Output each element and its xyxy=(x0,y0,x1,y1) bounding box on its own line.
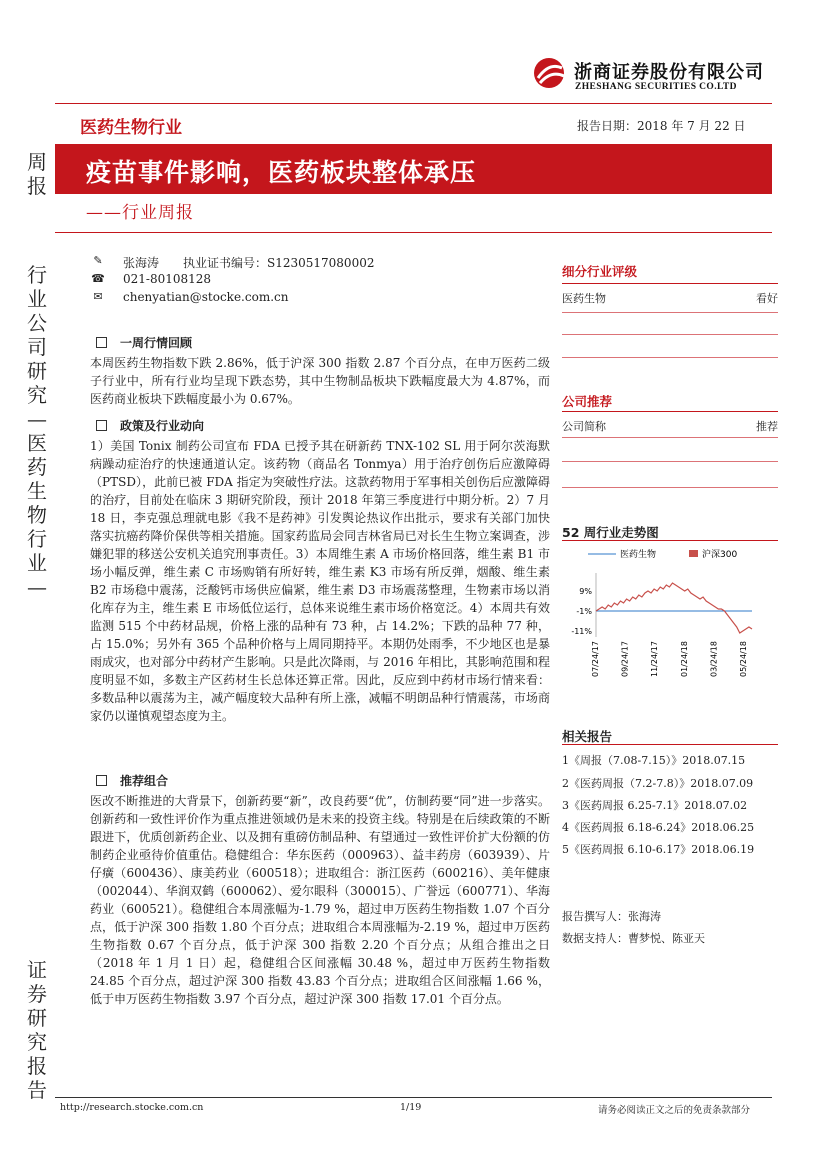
industry-label: 医药生物行业 xyxy=(80,118,182,138)
vertical-char: 生 xyxy=(27,479,47,503)
header-divider xyxy=(55,103,772,104)
rating-value: 看好 xyxy=(756,292,778,305)
report-date: 报告日期：2018 年 7 月 22 日 xyxy=(577,119,746,133)
rating-heading: 细分行业评级 xyxy=(562,264,638,279)
related-report[interactable]: 1《周报（7.08-7.15）》2018.07.15 xyxy=(562,754,746,767)
company-col-name: 公司简称 xyxy=(562,420,606,433)
page-title: 疫苗事件影响，医药板块整体承压 xyxy=(86,158,477,187)
section-title-policy: 政策及行业动向 xyxy=(120,419,205,433)
related-heading: 相关报告 xyxy=(562,729,613,744)
vertical-char: 药 xyxy=(27,455,47,479)
chart-y-tick: 9% xyxy=(579,587,592,596)
section-bullet-icon xyxy=(96,420,107,431)
chart-x-tick: 09/24/17 xyxy=(620,641,630,677)
related-report[interactable]: 5《医药周报 6.10-6.17》2018.06.19 xyxy=(562,843,755,856)
vertical-char: 报 xyxy=(27,1054,47,1078)
company-logo-icon xyxy=(532,56,570,90)
chart-x-tick: 03/24/18 xyxy=(709,641,719,677)
rating-industry: 医药生物 xyxy=(562,292,606,305)
chart-divider xyxy=(562,540,778,541)
author-email[interactable]: chenyatian@stocke.com.cn xyxy=(123,290,289,304)
author-phone: 021-80108128 xyxy=(123,272,212,286)
vertical-label-weekly xyxy=(24,150,50,198)
related-report[interactable]: 3《医药周报 6.25-7.1》2018.07.02 xyxy=(562,799,748,812)
author-name: 张海涛 执业证书编号：S1230517080002 xyxy=(123,256,375,270)
rating-row-divider xyxy=(562,312,778,313)
pen-icon: ✎ xyxy=(93,254,103,267)
company-rec-heading: 公司推荐 xyxy=(562,394,613,409)
vertical-char: 业 xyxy=(27,551,47,575)
page-subtitle: ——行业周报 xyxy=(86,203,194,223)
vertical-char: 业 xyxy=(27,287,47,311)
section-bullet-icon xyxy=(96,775,107,786)
rating-row-divider xyxy=(562,334,778,335)
vertical-label-research xyxy=(24,263,50,599)
rating-divider xyxy=(562,283,778,284)
vertical-char: 告 xyxy=(27,1078,47,1102)
legend-swatch-hs300 xyxy=(689,550,698,557)
related-report[interactable]: 2《医药周报（7.2-7.8）》2018.07.09 xyxy=(562,777,754,790)
chart-y-tick: -1% xyxy=(576,607,592,616)
vertical-char: 券 xyxy=(27,982,47,1006)
section-bullet-icon xyxy=(96,337,107,348)
title-divider xyxy=(55,232,772,233)
email-icon: ✉ xyxy=(93,290,103,303)
company-row-divider xyxy=(562,487,778,488)
phone-icon: ☎ xyxy=(91,272,105,285)
paragraph-policy: 1）美国 Tonix 制药公司宣布 FDA 已授予其在研新药 TNX-102 SL 用于阿尔茨海默病躁动症治疗的快速通道认定。该药物（商品名 Tonmya）用于治疗创伤后应激障碍（PTSD），此前已被 FDA 指定为突破性疗法。这款药物用于军事相关创伤后应激障碍的治疗，目前处在临床 3 期研究阶段，预计 2018 年第三季度进行中期分析。2）7 月 18 日，李克强总理就电影《我不是药神》引发舆论热议作出批示，要求有关部门加快落实抗癌药降价保供等相关措施。国家药监局会同吉林省局已对长生生物立案调查，涉嫌犯罪的移送公安机关追究刑事责任。3）本周维生素 A 市场价格回落，维生素 B1 市场小幅反弹，维生素 C 市场购销有所好转，维生素 K3 市场有所反弹，烟酸、维生素 B2 市场稳中震荡，泛酸钙市场供应偏紧，维生素 D3 市场震荡整理，生物素市场以消化库存为主，维生素 E 市场低位运行，总体来说维生素市场价格宽泛。4）本周共有效监测 515 个中药材品规，价格上涨的品种有 73 种，占 14.2%；下跌的品种 77 种，占 15.0%；另外有 365 个品种价格与上周同期持平。本期仍处雨季，不少地区也是暴雨成灾，也对部分中药材产生影响。只是此次降雨，与 2016 年相比，其影响范围和程度明显不如，多数主产区药材生长总体还算正常。因此，反应到中药材市场行情来看：多数品种以震荡为主，减产幅度较大品种有所上涨，减幅不明朗品种行情震荡，市场商家仍以谨慎观望态度为主。 xyxy=(90,439,550,723)
related-report[interactable]: 4《医药周报 6.18-6.24》2018.06.25 xyxy=(562,821,755,834)
chart-x-tick: 07/24/17 xyxy=(591,641,600,677)
vertical-char: 研 xyxy=(27,359,47,383)
related-divider xyxy=(562,744,778,745)
data-supporters: 数据支持人：曹梦悦、陈亚天 xyxy=(562,932,705,945)
vertical-char: — xyxy=(27,575,47,599)
vertical-char: 司 xyxy=(27,335,47,359)
legend-label-medicine: 医药生物 xyxy=(620,550,657,560)
page-number: 1/19 xyxy=(400,1102,422,1113)
vertical-char: 报 xyxy=(27,174,47,198)
vertical-char: 行 xyxy=(27,263,47,287)
legend-label-hs300: 沪深300 xyxy=(702,550,738,560)
vertical-char: — xyxy=(27,407,47,431)
chart-series-line-1 xyxy=(596,583,752,633)
rating-row-divider xyxy=(562,357,778,358)
chart-y-tick: -11% xyxy=(571,627,592,636)
vertical-char: 物 xyxy=(27,503,47,527)
vertical-char: 行 xyxy=(27,527,47,551)
vertical-label-securities xyxy=(24,958,50,1102)
footer-url[interactable]: http://research.stocke.com.cn xyxy=(60,1102,204,1113)
paragraph-market-review: 本周医药生物指数下跌 2.86%，低于沪深 300 指数 2.87 个百分点，在申万医药二级子行业中，所有行业均呈现下跌态势，其中生物制品板块下跌幅度最大为 4.87%，而医药商业板块下跌幅度最小为 0.67%。 xyxy=(90,356,550,406)
vertical-char: 周 xyxy=(27,150,47,174)
vertical-char: 公 xyxy=(27,311,47,335)
footer-disclaimer: 请务必阅读正文之后的免责条款部分 xyxy=(598,1105,751,1116)
vertical-char: 究 xyxy=(27,1030,47,1054)
company-name-cn: 浙商证券股份有限公司 xyxy=(574,62,764,83)
report-writer: 报告撰写人：张海涛 xyxy=(562,910,661,923)
vertical-char: 研 xyxy=(27,1006,47,1030)
footer-divider xyxy=(55,1097,772,1098)
chart-x-tick: 01/24/18 xyxy=(679,641,689,677)
company-row-divider xyxy=(562,461,778,462)
vertical-char: 究 xyxy=(27,383,47,407)
company-rec-divider xyxy=(562,411,778,412)
section-title-market-review: 一周行情回顾 xyxy=(120,336,193,350)
company-col-rating: 推荐 xyxy=(756,420,778,433)
vertical-char: 证 xyxy=(27,958,47,982)
chart-x-tick: 05/24/18 xyxy=(739,641,748,677)
chart-x-tick: 11/24/17 xyxy=(650,641,660,677)
company-name-en: ZHESHANG SECURITIES CO.LTD xyxy=(575,82,737,92)
section-title-portfolio: 推荐组合 xyxy=(120,774,169,788)
company-row-divider xyxy=(562,437,778,438)
paragraph-portfolio: 医改不断推进的大背景下，创新药要“新”，改良药要“优”，仿制药要“同”进一步落实。创新药和一致性评价作为重点推进领域仍是未来的投资主线。特别是在后续政策的不断跟进下，优质创新药企业、以及拥有重磅仿制品种、有望通过一致性评价扩大份额的仿制药企业亟待价值重估。稳健组合：华东医药（000963）、益丰药房（603939）、片仔癀（600436）、康美药业（600518）；进取组合：浙江医药（600216）、美年健康（002044）、华润双鹤（600062）、爱尔眼科（300015）、广誉远（600771）、华海药业（600521）。稳健组合本周涨幅为-1.79 %，超过申万医药生物指数 1.07 个百分点，低于沪深 300 指数 1.80 个百分点；进取组合本周涨幅为-2.19 %，超过申万医药生物指数 0.67 个百分点，低于沪深 300 指数 2.20 个百分点；从组合推出之日（2018 年 1 月 1 日）起，稳健组合区间涨幅 30.48 %，超过申万医药生物指数 24.85 个百分点，超过沪深 300 指数 43.83 个百分点；进取组合区间涨幅 1.66 %，低于申万医药生物指数 3.97 个百分点，超过沪深 300 指数 17.01 个百分点。 xyxy=(90,794,550,1006)
industry-trend-chart xyxy=(562,543,778,693)
vertical-char: 医 xyxy=(27,431,47,455)
chart-heading: 52 周行业走势图 xyxy=(562,525,659,540)
